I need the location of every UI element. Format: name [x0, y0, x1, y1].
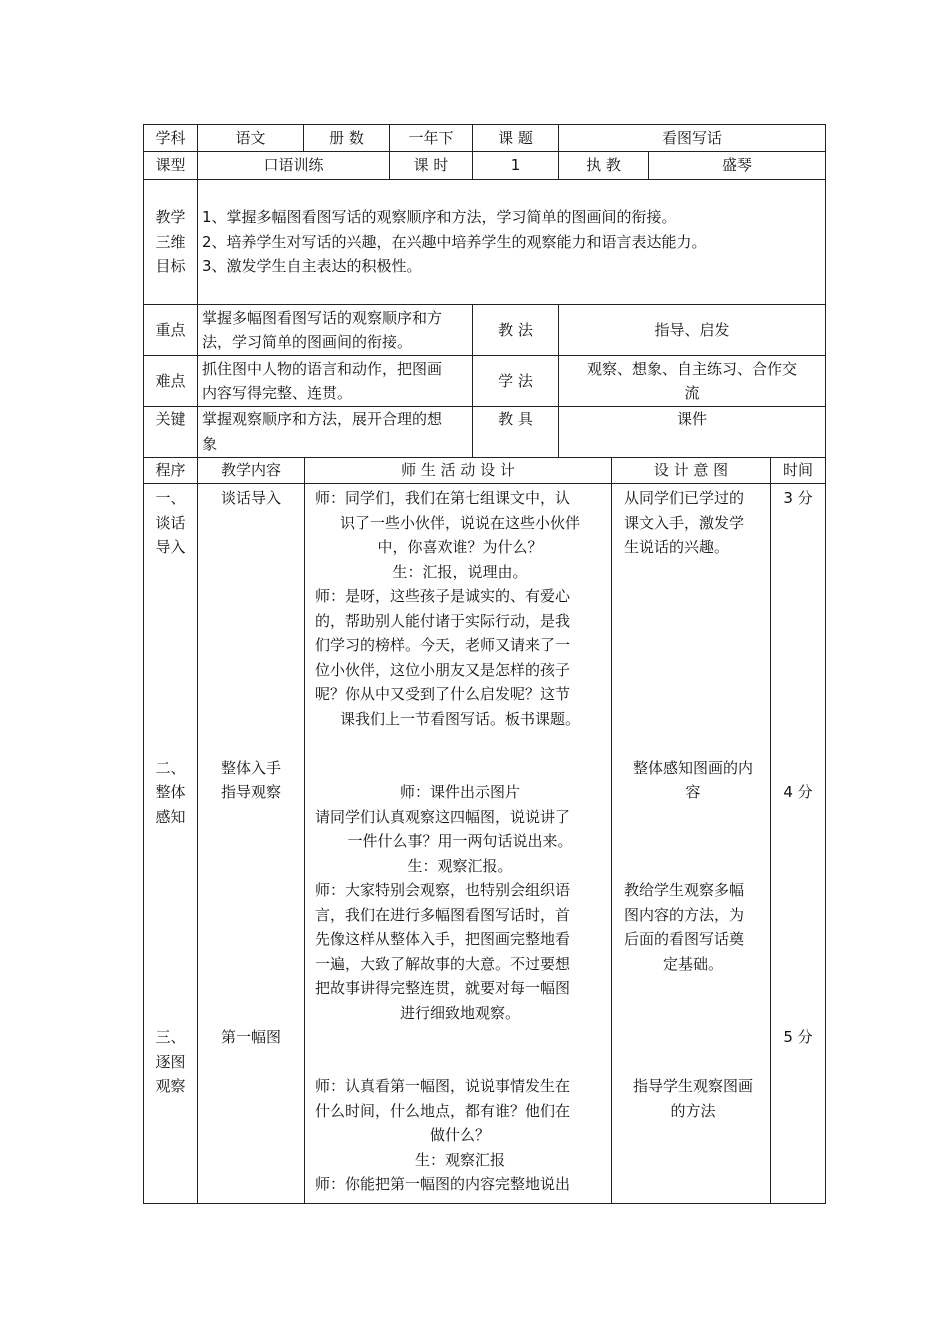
crux-content: [198, 407, 473, 458]
procedure-line: 整体: [155, 783, 186, 801]
procedure-column: [144, 484, 198, 1204]
intent-line: [624, 1025, 762, 1050]
time-line: [775, 658, 821, 683]
content-line: [202, 707, 300, 732]
lesson-info-table: [143, 124, 826, 458]
key-point-line: 掌握多幅图看图写话的观察顺序和方: [202, 308, 443, 327]
content-line: [202, 535, 300, 560]
procedure-line: 三、: [155, 1028, 186, 1046]
difficulty-line: 抓住图中人物的语言和动作，把图画: [202, 359, 443, 378]
procedure-line: [148, 878, 193, 903]
intent-line: 的方法: [670, 1101, 716, 1120]
crux-label: 关键: [144, 407, 198, 458]
activity-line: 一遍，大致了解故事的大意。不过要想: [315, 954, 571, 973]
intent-line: 教给学生观察多幅: [624, 881, 745, 899]
time-line: [775, 535, 821, 560]
activity-line: 们学习的榜样。今天，老师又请来了一: [315, 636, 571, 654]
lesson-plan-sheet: [143, 124, 825, 1204]
teacher-value: 盛琴: [649, 152, 826, 180]
procedure-line: [148, 584, 193, 609]
activity-line: 中，你喜欢谁？为什么？: [377, 538, 543, 556]
teaching-method-label: 教 法: [473, 305, 559, 356]
content-line: [202, 731, 300, 756]
content-line: [202, 1001, 300, 1026]
difficulty-line: 内容写得完整、连贯。: [202, 384, 353, 402]
procedure-line: [148, 707, 193, 732]
procedure-line: [148, 682, 193, 707]
content-line: 谈话导入: [220, 489, 281, 507]
hours-value: 1: [473, 152, 559, 180]
activity-line: 做什么？: [429, 1126, 490, 1144]
teaching-tools-label: 教 具: [473, 407, 559, 458]
activity-line: 识了一些小伙伴，说说在这些小伙伴: [339, 513, 580, 532]
learning-method-label: 学 法: [473, 356, 559, 407]
goal-item: 1、掌握多幅图看图写话的观察顺序和方法，学习简单的图画间的衔接。: [202, 208, 677, 227]
activity-line: 师：是呀，这些孩子是诚实的、有爱心: [315, 587, 571, 605]
procedure-line: [148, 829, 193, 854]
goals-label-line: 三维: [155, 232, 186, 251]
procedure-line: 感知: [155, 807, 186, 826]
procedure-line: [148, 1001, 193, 1026]
content-line: [202, 658, 300, 683]
key-point-label: 重点: [144, 305, 198, 356]
time-line: [775, 511, 821, 536]
content-line: 第一幅图: [220, 1028, 281, 1046]
time-line: [775, 976, 821, 1001]
content-line: [202, 609, 300, 634]
time-column: [771, 484, 826, 1204]
goals-label-line: 目标: [155, 257, 186, 276]
activity-line: 位小伙伴，这位小朋友又是怎样的孩子: [315, 660, 571, 679]
activity-line: 师：同学们，我们在第七组课文中，认: [315, 489, 571, 507]
intent-line: [624, 560, 762, 585]
procedure-line: [148, 976, 193, 1001]
procedure-line: [148, 609, 193, 634]
time-line: 5 分: [783, 1028, 813, 1046]
activity-line: 师：认真看第一幅图，说说事情发生在: [315, 1077, 571, 1095]
activity-line: 的，帮助别人能付诸于实际行动，是我: [315, 611, 571, 630]
col-header-procedure: 程序: [144, 458, 198, 484]
goal-item: 2、培养学生对写话的兴趣，在兴趣中培养学生的观察能力和语言表达能力。: [202, 232, 707, 251]
content-line: [202, 927, 300, 952]
subject-value: 语文: [198, 125, 304, 152]
learning-method-line: 观察、想象、自主练习、合作交: [587, 359, 798, 378]
difficulty-content: [198, 356, 473, 407]
intent-line: [624, 854, 762, 879]
content-line: 整体入手: [220, 758, 281, 777]
content-line: [202, 854, 300, 879]
intent-line: 整体感知图画的内: [632, 758, 753, 777]
activity-line: 把故事讲得完整连贯，就要对每一幅图: [315, 979, 571, 997]
activity-line: 师：你能把第一幅图的内容完整地说出: [315, 1175, 571, 1193]
time-line: [775, 805, 821, 830]
intent-line: 课文入手，激发学: [624, 513, 745, 532]
crux-line: 掌握观察顺序和方法，展开合理的想: [202, 410, 443, 428]
content-line: [202, 952, 300, 977]
intent-line: 从同学们已学过的: [624, 489, 745, 507]
goal-item: 3、激发学生自主表达的积极性。: [202, 257, 422, 276]
col-header-intent: 设 计 意 图: [612, 458, 771, 484]
activity-line: 师：大家特别会观察，也特别会组织语: [315, 881, 571, 899]
content-line: [202, 805, 300, 830]
procedure-line: [148, 903, 193, 928]
topic-value: 看图写话: [559, 125, 826, 152]
content-line: [202, 829, 300, 854]
intent-line: [624, 805, 762, 830]
col-header-time: 时间: [771, 458, 826, 484]
intent-line: [624, 609, 762, 634]
col-header-activities: 师 生 活 动 设 计: [305, 458, 612, 484]
time-line: [775, 756, 821, 781]
intent-line: 指导学生观察图画: [632, 1077, 753, 1095]
activity-line: 先像这样从整体入手，把图画完整地看: [315, 930, 571, 948]
procedure-line: [148, 927, 193, 952]
content-line: [202, 903, 300, 928]
time-line: 4 分: [783, 783, 813, 801]
procedure-line: 谈话: [155, 513, 186, 532]
subject-label: 学科: [144, 125, 198, 152]
intent-line: [624, 731, 762, 756]
time-line: [775, 707, 821, 732]
intent-line: [624, 1050, 762, 1075]
activity-line: 生：观察汇报: [414, 1150, 505, 1169]
procedure-line: 观察: [155, 1077, 186, 1095]
goals-label: [144, 180, 198, 305]
time-line: [775, 633, 821, 658]
activity-line: 请同学们认真观察这四幅图，说说讲了: [315, 807, 571, 826]
procedure-line: 导入: [155, 538, 186, 556]
intent-line: [624, 1001, 762, 1026]
activity-line: [315, 1050, 605, 1075]
time-line: [775, 878, 821, 903]
key-point-content: [198, 305, 473, 356]
content-line: [202, 511, 300, 536]
intent-line: [624, 976, 762, 1001]
intent-line: 定基础。: [662, 954, 723, 973]
activity-line: 呢？你从中又受到了什么启发呢？这节: [315, 685, 571, 703]
col-header-content: 教学内容: [198, 458, 305, 484]
activity-line: 生：观察汇报。: [407, 856, 513, 875]
content-line: 指导观察: [220, 783, 281, 801]
time-line: [775, 1001, 821, 1026]
difficulty-label: 难点: [144, 356, 198, 407]
activity-line: 课我们上一节看图写话。板书课题。: [339, 709, 580, 728]
procedure-line: [148, 633, 193, 658]
volume-label: 册 数: [304, 125, 390, 152]
intent-line: [624, 707, 762, 732]
content-line: [202, 682, 300, 707]
intent-line: 生说话的兴趣。: [624, 538, 730, 556]
time-line: [775, 952, 821, 977]
intent-line: [624, 584, 762, 609]
activity-line: 什么时间，什么地点，都有谁？他们在: [315, 1101, 571, 1120]
procedure-line: [148, 658, 193, 683]
activities-column: [305, 484, 612, 1204]
activity-line: 言，我们在进行多幅图看图写话时，首: [315, 905, 571, 924]
activity-line: 一件什么事？用一两句话说出来。: [347, 832, 573, 850]
activity-line: 进行细致地观察。: [399, 1003, 520, 1022]
procedure-line: 一、: [155, 489, 186, 507]
procedure-line: 二、: [155, 758, 186, 777]
content-line: [202, 633, 300, 658]
content-line: [202, 560, 300, 585]
activity-line: [315, 1025, 605, 1050]
teaching-tools-value: 课件: [559, 407, 826, 458]
crux-line: 象: [202, 434, 218, 453]
activity-line: 师：课件出示图片: [399, 783, 520, 801]
time-line: [775, 682, 821, 707]
goals-label-line: 教学: [155, 208, 186, 227]
time-line: 3 分: [783, 489, 813, 507]
type-value: 口语训练: [198, 152, 390, 180]
intent-column: [612, 484, 771, 1204]
procedure-line: [148, 560, 193, 585]
content-line: [202, 584, 300, 609]
content-line: [202, 976, 300, 1001]
type-label: 课型: [144, 152, 198, 180]
time-line: [775, 609, 821, 634]
intent-line: 后面的看图写话奠: [624, 930, 745, 948]
procedure-line: 逐图: [155, 1052, 186, 1071]
intent-line: [624, 829, 762, 854]
time-line: [775, 560, 821, 585]
intent-line: 图内容的方法，为: [624, 905, 745, 924]
intent-line: 容: [685, 783, 701, 801]
procedure-line: [148, 952, 193, 977]
activity-line: [315, 756, 605, 781]
teaching-method-value: 指导、启发: [559, 305, 826, 356]
procedure-line: [148, 854, 193, 879]
time-line: [775, 927, 821, 952]
time-line: [775, 854, 821, 879]
activity-line: 生：汇报，说理由。: [392, 562, 528, 581]
intent-line: [624, 658, 762, 683]
time-line: [775, 903, 821, 928]
key-point-line: 法，学习简单的图画间的衔接。: [202, 333, 413, 351]
hours-label: 课 时: [390, 152, 473, 180]
goals-content: [198, 180, 826, 305]
time-line: [775, 584, 821, 609]
time-line: [775, 829, 821, 854]
time-line: [775, 731, 821, 756]
content-column: [198, 484, 305, 1204]
procedure-line: [148, 731, 193, 756]
volume-value: 一年下: [390, 125, 473, 152]
intent-line: [624, 633, 762, 658]
teacher-label: 执 教: [559, 152, 649, 180]
learning-method-value: [559, 356, 826, 407]
topic-label: 课 题: [473, 125, 559, 152]
activity-line: [315, 731, 605, 756]
learning-method-line: 流: [684, 384, 700, 402]
process-table: [143, 457, 826, 1204]
content-line: [202, 878, 300, 903]
intent-line: [624, 682, 762, 707]
